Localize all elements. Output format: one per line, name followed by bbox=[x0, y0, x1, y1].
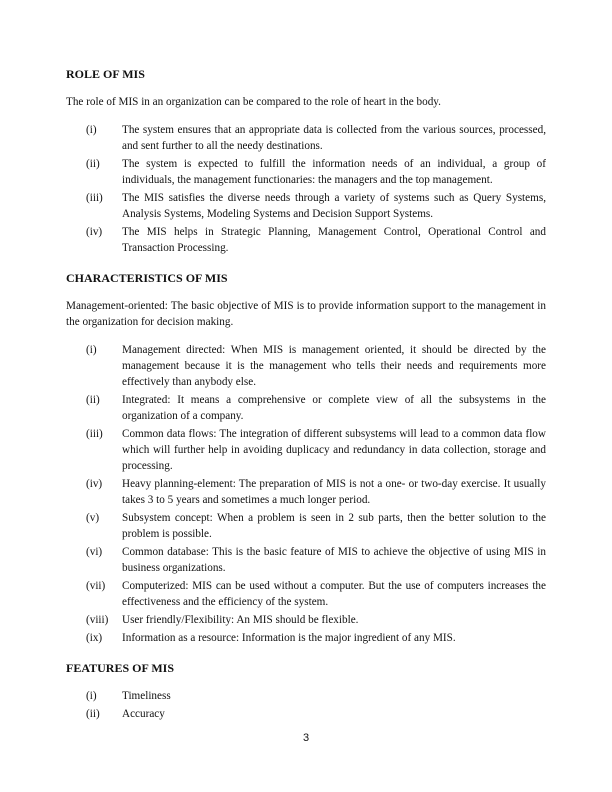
list-text: User friendly/Flexibility: An MIS should be flexible. bbox=[122, 614, 359, 626]
list-text: The MIS helps in Strategic Planning, Management Control, Operational Control and Transaction Processing. bbox=[122, 226, 546, 254]
list-item bbox=[66, 578, 546, 610]
list-text: The system ensures that an appropriate data is collected from the various sources, processed, and sent further to all the needy destinations. bbox=[122, 124, 546, 152]
list-text: Common database: This is the basic feature of MIS to achieve the objective of using MIS in business organizations. bbox=[122, 546, 546, 574]
list-item bbox=[66, 156, 546, 188]
list-item bbox=[66, 706, 546, 722]
list-number: (v) bbox=[86, 512, 100, 524]
list-text: The MIS satisfies the diverse needs through a variety of systems such as Query Systems, Analysis Systems, Modeling Systems and Decision Support Systems. bbox=[122, 192, 546, 220]
section-heading-role: ROLE OF MIS bbox=[66, 67, 145, 81]
list-number: (viii) bbox=[86, 614, 109, 626]
list-item bbox=[66, 122, 546, 154]
list-number: (vi) bbox=[86, 546, 103, 558]
list-item bbox=[66, 688, 546, 704]
list-text: Information as a resource: Information is the major ingredient of any MIS. bbox=[122, 632, 456, 644]
list-number: (ix) bbox=[86, 632, 103, 644]
list-number: (iv) bbox=[86, 226, 103, 238]
list-text: Subsystem concept: When a problem is seen in 2 sub parts, then the better solution to the problem is possible. bbox=[122, 512, 546, 540]
list-number: (ii) bbox=[86, 708, 100, 720]
list-number: (iv) bbox=[86, 478, 103, 490]
list-number: (i) bbox=[86, 690, 97, 702]
list-text: Heavy planning-element: The preparation of MIS is not a one- or two-day exercise. It usually takes 3 to 5 years and sometimes a much longer period. bbox=[122, 478, 546, 506]
list-item bbox=[66, 630, 546, 646]
features-list bbox=[66, 688, 546, 722]
list-item bbox=[66, 392, 546, 424]
page-content bbox=[66, 66, 546, 724]
list-text: Timeliness bbox=[122, 690, 171, 702]
list-item bbox=[66, 342, 546, 390]
list-number: (iii) bbox=[86, 428, 103, 440]
list-number: (i) bbox=[86, 344, 97, 356]
list-text: Accuracy bbox=[122, 708, 165, 720]
list-item bbox=[66, 544, 546, 576]
section-heading-characteristics: CHARACTERISTICS OF MIS bbox=[66, 271, 228, 285]
role-intro: The role of MIS in an organization can be compared to the role of heart in the body. bbox=[66, 96, 441, 108]
list-item bbox=[66, 224, 546, 256]
list-item bbox=[66, 476, 546, 508]
list-number: (ii) bbox=[86, 158, 100, 170]
list-item bbox=[66, 612, 546, 628]
list-text: Integrated: It means a comprehensive or complete view of all the subsystems in the organization of a company. bbox=[122, 394, 546, 422]
list-number: (iii) bbox=[86, 192, 103, 204]
role-list bbox=[66, 122, 546, 256]
characteristics-list bbox=[66, 342, 546, 646]
list-number: (ii) bbox=[86, 394, 100, 406]
list-number: (i) bbox=[86, 124, 97, 136]
list-text: The system is expected to fulfill the information needs of an individual, a group of individuals, the management functionaries: the managers and the top management. bbox=[122, 158, 546, 186]
list-text: Management directed: When MIS is management oriented, it should be directed by the management because it is the management who tells their needs and requirements more effectively than anybody else. bbox=[122, 344, 546, 388]
list-item bbox=[66, 190, 546, 222]
list-number: (vii) bbox=[86, 580, 106, 592]
characteristics-intro: Management-oriented: The basic objective of MIS is to provide information support to the management in the organization for decision making. bbox=[66, 300, 546, 328]
list-text: Common data flows: The integration of different subsystems will lead to a common data flow which will further help in avoiding duplicacy and redundancy in data collection, storage and processing. bbox=[122, 428, 546, 472]
list-text: Computerized: MIS can be used without a computer. But the use of computers increases the effectiveness and the efficiency of the system. bbox=[122, 580, 546, 608]
list-item bbox=[66, 510, 546, 542]
list-item bbox=[66, 426, 546, 474]
section-heading-features: FEATURES OF MIS bbox=[66, 661, 175, 675]
page-number: 3 bbox=[302, 732, 310, 744]
